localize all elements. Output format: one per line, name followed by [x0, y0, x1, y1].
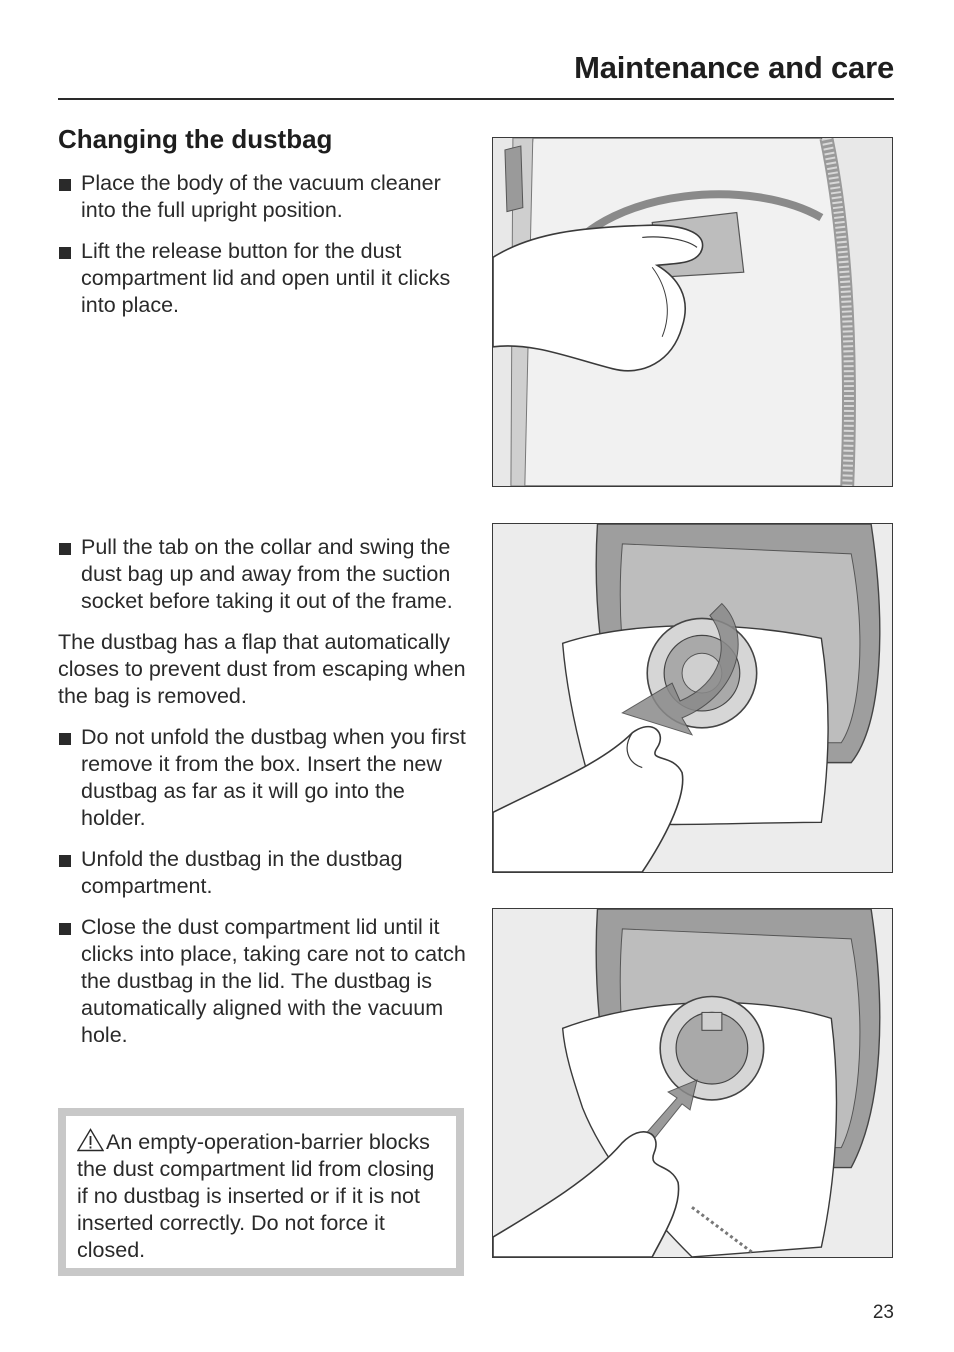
step-text: Place the body of the vacuum cleaner into the full upright position.	[81, 171, 441, 222]
page-number: 23	[872, 1302, 894, 1323]
warning-triangle-icon	[77, 1128, 104, 1152]
warning-text: An empty-operation-barrier blocks the dust compartment lid from closing if no dustbag is inserted or if it is not inserted correctly. Do not force it closed.	[77, 1130, 435, 1262]
warning-content	[66, 1116, 456, 1268]
page-header-title: Maintenance and care	[574, 50, 894, 85]
bullet-square-icon	[59, 543, 71, 555]
step-item	[58, 846, 468, 900]
step-text: Lift the release button for the dust compartment lid and open until it clicks into place.	[81, 239, 451, 317]
step-item	[58, 534, 468, 615]
steps-lower	[58, 534, 468, 1063]
info-paragraph: The dustbag has a flap that automatically closes to prevent dust from escaping when the bag is removed.	[58, 630, 466, 708]
hand-inserting-dustbag-illustration	[492, 908, 893, 1258]
step-item	[58, 238, 468, 319]
step-text: Do not unfold the dustbag when you first remove it from the box. Insert the new dustbag as far as it will go into the holder.	[81, 725, 466, 830]
step-item	[58, 724, 468, 832]
bullet-square-icon	[59, 923, 71, 935]
step-text: Close the dust compartment lid until it clicks into place, taking care not to catch the dustbag in the lid. The dustbag is automatically aligned with the vacuum hole.	[81, 915, 466, 1047]
header-divider	[58, 98, 894, 100]
step-text: Unfold the dustbag in the dustbag compartment.	[81, 847, 403, 898]
bullet-square-icon	[59, 247, 71, 259]
step-text: Pull the tab on the collar and swing the dust bag up and away from the suction socket before taking it out of the frame.	[81, 535, 453, 613]
bullet-square-icon	[59, 179, 71, 191]
hand-removing-dustbag-illustration	[492, 523, 893, 873]
step-item	[58, 170, 468, 224]
step-item	[58, 914, 468, 1049]
hand-lifting-lid-illustration	[492, 137, 893, 487]
bullet-square-icon	[59, 733, 71, 745]
warning-box	[58, 1108, 464, 1276]
section-heading: Changing the dustbag	[58, 124, 333, 154]
steps-top	[58, 170, 468, 333]
bullet-square-icon	[59, 855, 71, 867]
